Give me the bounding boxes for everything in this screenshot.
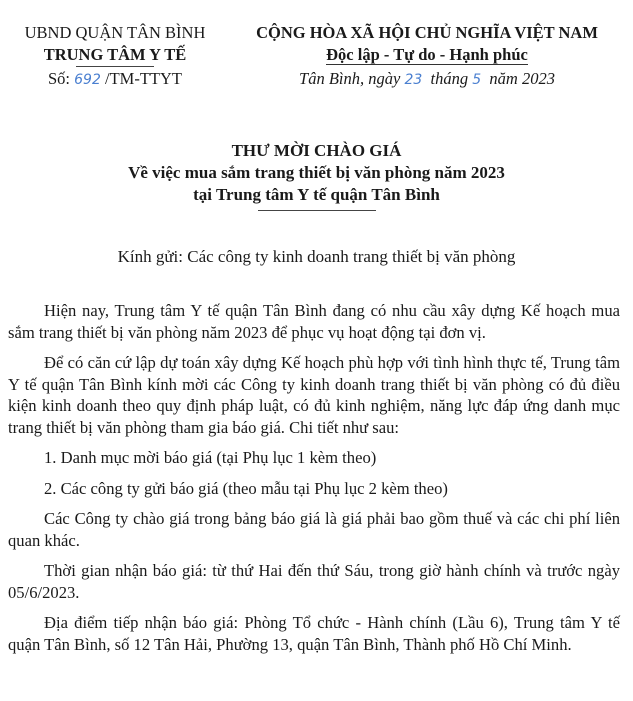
national-header-block (232, 22, 622, 91)
place-prefix: Tân Bình, ngày (299, 69, 401, 88)
paragraph: Để có căn cứ lập dự toán xây dựng Kế hoạch phù hợp với tình hình thực tế, Trung tâm Y tế quận Tân Bình kính mời các Công ty kinh doanh trang thiết bị văn phòng có đủ điều kiện kinh doanh theo quy định pháp luật, có đủ kinh nghiệm, năng lực đáp ứng danh mục trang thiết bị văn phòng tham gia báo giá. Chi tiết như sau: (8, 353, 620, 437)
divider (76, 66, 154, 67)
paragraph: Các Công ty chào giá trong bảng báo giá là giá phải bao gồm thuế và các chi phí liên quan khác. (8, 509, 620, 550)
handwritten-month: 5 (472, 72, 482, 88)
nation-name: CỘNG HÒA XÃ HỘI CHỦ NGHĨA VIỆT NAM (256, 23, 598, 42)
paragraph: Thời gian nhận báo giá: từ thứ Hai đến thứ Sáu, trong giờ hành chính và trước ngày 05/6/2023. (8, 561, 620, 602)
recipient-line: Kính gửi: Các công ty kinh doanh trang thiết bị văn phòng (117, 247, 516, 266)
paragraph: Hiện nay, Trung tâm Y tế quận Tân Bình đang có nhu cầu xây dựng Kế hoạch mua sắm trang thiết bị văn phòng năm 2023 để phục vụ hoạt động tại đơn vị. (8, 301, 620, 342)
list-item: 1. Danh mục mời báo giá (tại Phụ lục 1 kèm theo) (44, 448, 377, 467)
unit-name: TRUNG TÂM Y TẾ (43, 45, 187, 64)
agency-name: UBND QUẬN TÂN BÌNH (24, 23, 206, 42)
paragraph: Địa điểm tiếp nhận báo giá: Phòng Tổ chức - Hành chính (Lầu 6), Trung tâm Y tế quận Tân Bình, số 12 Tân Hải, Phường 13, quận Tân Bình, Thành phố Hồ Chí Minh. (8, 613, 620, 654)
document-title: THƯ MỜI CHÀO GIÁ (231, 141, 402, 160)
number-label: Số: (48, 69, 71, 88)
national-motto: Độc lập - Tự do - Hạnh phúc (326, 45, 528, 64)
year-label: năm 2023 (489, 69, 555, 88)
handwritten-number: 692 (74, 72, 101, 88)
month-label: tháng (430, 69, 469, 88)
subject-line-2: tại Trung tâm Y tế quận Tân Bình (193, 185, 440, 204)
document-title-block (0, 140, 633, 211)
handwritten-day: 23 (404, 72, 423, 88)
place-date (232, 68, 622, 91)
letter-body (8, 300, 620, 664)
divider (258, 210, 376, 211)
issuing-agency-block (0, 22, 230, 91)
number-suffix: /TM-TTYT (105, 69, 182, 88)
list-item: 2. Các công ty gửi báo giá (theo mẫu tại Phụ lục 2 kèm theo) (44, 478, 448, 498)
document-number (0, 68, 230, 91)
subject-line-1: Về việc mua sắm trang thiết bị văn phòng năm 2023 (128, 163, 505, 182)
